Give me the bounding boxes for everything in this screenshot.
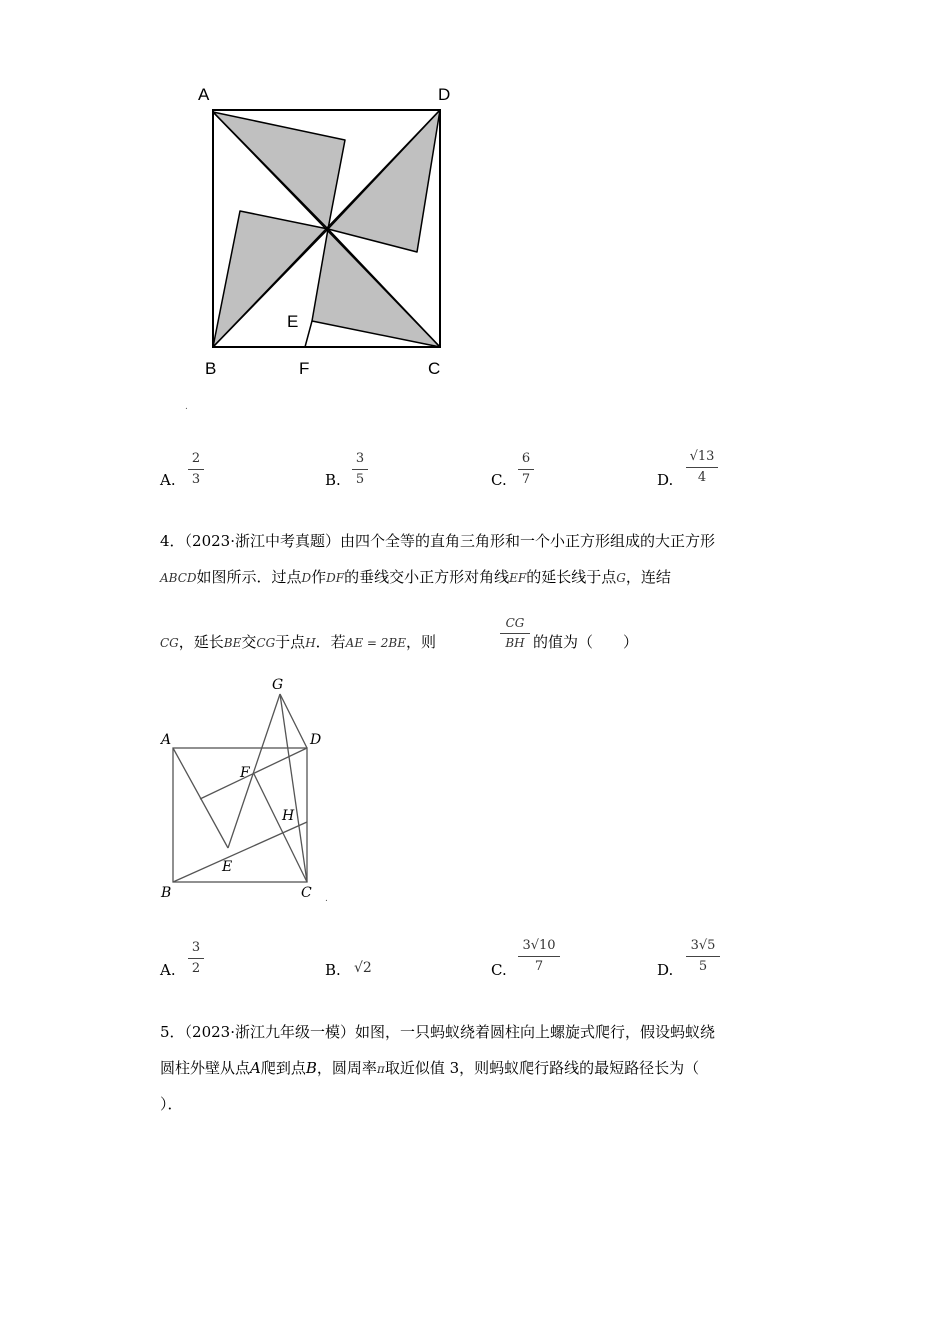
q4-abcd: ABCD — [160, 571, 197, 585]
line-be — [173, 822, 307, 882]
q4-text-ext: 的延长线于点 — [526, 568, 617, 586]
q5-text-2c: ，圆周率 — [316, 1059, 377, 1077]
q3-option-b-den: 5 — [355, 472, 365, 487]
q4-option-d-fraction — [686, 938, 720, 974]
paragraph-mark: . — [325, 894, 328, 904]
q4-option-a-den: 2 — [191, 961, 201, 976]
q4-cg: CG — [160, 636, 179, 650]
q4-ef: EF — [509, 571, 527, 585]
q3-option-b-letter: B. — [325, 471, 341, 489]
paragraph-mark: . — [185, 402, 188, 412]
q4-option-c-num: 3√10 — [522, 938, 556, 953]
q4-option-b-value: √2 — [354, 960, 372, 976]
q4-ratio-fraction — [500, 616, 530, 650]
q5-point-a: A — [250, 1059, 261, 1077]
q5-pi: π — [376, 1062, 385, 1076]
fig1-label-d: D — [438, 85, 451, 104]
q4-text-mid: 的垂线交小正方形对角线 — [344, 568, 510, 586]
q3-option-d-den: 4 — [697, 470, 707, 485]
q3-option-a-fraction — [188, 451, 204, 487]
q4-fig-label-g: G — [272, 677, 284, 693]
q4-option-b-letter: B. — [325, 961, 341, 979]
q4-option-d-num: 3√5 — [690, 938, 716, 953]
q5-line-2 — [160, 1061, 699, 1076]
q4-option-c-fraction — [518, 938, 560, 974]
q4-cg-2: CG — [256, 636, 276, 650]
q4-figure — [155, 670, 355, 905]
q4-be: BE — [223, 636, 242, 650]
q3-option-b-num: 3 — [355, 451, 365, 466]
q4-text-end: 的值为（ ） — [533, 633, 639, 651]
fig1-label-b: B — [205, 359, 217, 378]
q4-fig-label-d: D — [310, 732, 322, 748]
q4-option-a-letter: A. — [160, 961, 176, 979]
q5-point-b: B — [305, 1059, 317, 1077]
q4-option-c-letter: C. — [491, 961, 507, 979]
q4-text-jiao: 交 — [241, 633, 257, 651]
q4-text-lianjie: ，连结 — [625, 568, 671, 586]
q5-text-2d: 取近似值 3，则蚂蚁爬行路线的最短路径长为（ — [384, 1059, 700, 1077]
q4-source: （2023·浙江中考真题） — [184, 532, 340, 550]
q4-condition: AE = 2BE — [345, 636, 406, 650]
q4-fig-label-e: E — [222, 859, 233, 875]
line-ae — [173, 748, 228, 848]
q4-text-zuo: 作 — [311, 568, 327, 586]
q4-text-ru: 如图所示．过点 — [196, 568, 302, 586]
q4-fig-label-b: B — [161, 885, 172, 901]
q3-option-a-letter: A. — [160, 471, 176, 489]
q3-option-a-den: 3 — [191, 472, 201, 487]
q4-text-yudian: 于点 — [275, 633, 306, 651]
q4-option-a-num: 3 — [191, 940, 201, 955]
q5-text-2b: 爬到点 — [260, 1059, 306, 1077]
q4-text-1: 由四个全等的直角三角形和一个小正方形组成的大正方形 — [340, 532, 716, 550]
q3-option-c-den: 7 — [521, 472, 531, 487]
q5-text-2a: 圆柱外壁从点 — [160, 1059, 251, 1077]
q4-df: DF — [326, 571, 345, 585]
q4-text-yanchang: ，延长 — [178, 633, 224, 651]
q4-option-d-letter: D. — [657, 961, 674, 979]
fig1-label-c: C — [428, 359, 441, 378]
q3-option-c-num: 6 — [521, 451, 531, 466]
q4-line-3 — [160, 635, 436, 650]
shaded-quad-top — [213, 112, 345, 229]
q5-line-3: ）． — [160, 1095, 183, 1113]
q3-option-d-fraction — [686, 449, 718, 485]
segment-ef — [305, 321, 312, 347]
q5-number: 5． — [160, 1023, 185, 1041]
shaded-quad-bottom — [312, 229, 440, 347]
q4-line-1 — [160, 534, 715, 549]
q3-option-d-letter: D. — [657, 471, 674, 489]
q4-option-a-fraction — [188, 940, 204, 976]
q4-d: D — [301, 571, 312, 585]
q4-fig-label-a: A — [161, 732, 172, 748]
q4-text-ze: ，则 — [406, 633, 437, 651]
q4-line-2 — [160, 570, 671, 585]
q4-number: 4． — [160, 532, 185, 550]
q4-ratio-num: CG — [505, 616, 525, 630]
q4-ratio-den: BH — [505, 636, 525, 650]
q3-option-b-fraction — [352, 451, 368, 487]
fig1-label-f: F — [299, 359, 310, 378]
fig1-label-a: A — [198, 85, 210, 104]
q3-option-d-num: √13 — [689, 449, 715, 464]
q4-fig-label-h: H — [282, 808, 295, 824]
q3-option-c-fraction — [518, 451, 534, 487]
q4-option-c-den: 7 — [534, 959, 544, 974]
line-eg — [228, 694, 280, 848]
q4-fig-label-c: C — [301, 885, 312, 901]
q3-option-c-letter: C. — [491, 471, 507, 489]
q4-h: H — [305, 636, 316, 650]
q5-source: （2023·浙江九年级一模） — [184, 1023, 355, 1041]
q3-option-a-num: 2 — [191, 451, 201, 466]
shaded-quad-right — [328, 110, 440, 252]
q4-fig-label-f: F — [240, 765, 250, 781]
q5-line-1 — [160, 1025, 715, 1040]
q4-g: G — [616, 571, 626, 585]
q4-option-d-den: 5 — [698, 959, 708, 974]
pinwheel-figure — [180, 80, 480, 390]
q5-text-1: 如图，一只蚂蚁绕着圆柱向上螺旋式爬行，假设蚂蚁绕 — [355, 1023, 716, 1041]
fig1-label-e: E — [287, 312, 299, 331]
q4-text-ruo: ．若 — [315, 633, 346, 651]
